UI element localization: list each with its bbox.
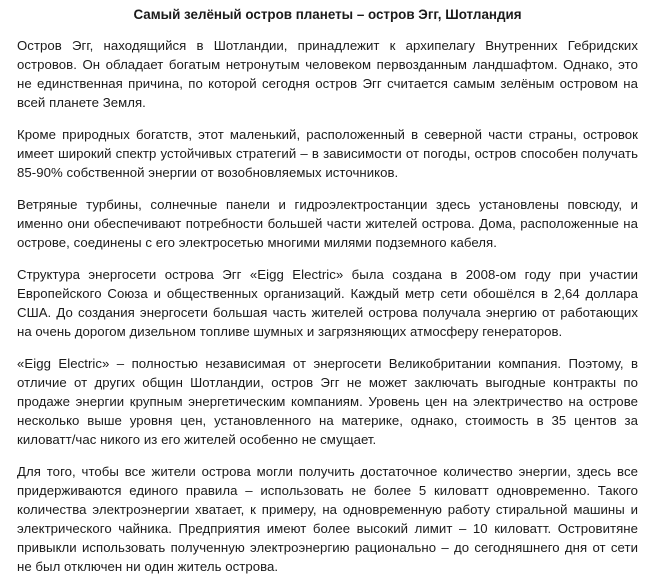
paragraph: Остров Эгг, находящийся в Шотландии, принадлежит к архипелагу Внутренних Гебридских островов. Он обладает богатым нетронутым человеком первозданным ландшафтом. Однако, это не единственная причина, по которой сегодня остров Эгг считается самым зелёным островом на всей планете Земля.: [17, 38, 638, 110]
paragraph: «Eigg Electric» – полностью независимая от энергосети Великобритании компания. Поэтому, в отличие от других общин Шотландии, остров Эгг не может заключать выгодные контракты по продаже энергии крупным энергетическим компаниям. Уровень цен на электричество на острове несколько выше уровня цен, установленного на материке, однако, стоимость в 35 центов за киловатт/час никого из его жителей особенно не смущает.: [17, 356, 638, 447]
paragraph: Для того, чтобы все жители острова могли получить достаточное количество энергии, здесь все придерживаются единого правила – использовать не более 5 киловатт одновременно. Такого количества электроэнергии хватает, к примеру, на одновременную работу стиральной машины и электрического чайника. Предприятия имеют более высокий лимит – 10 киловатт. Островитяне привыкли использовать полученную электроэнергию рационально – до сегодняшнего дня от сети не был отключен ни один житель острова.: [17, 464, 638, 574]
document-title: Самый зелёный остров планеты – остров Эгг, Шотландия: [133, 7, 522, 22]
paragraph: Ветряные турбины, солнечные панели и гидроэлектростанции здесь установлены повсюду, и именно они обеспечивают потребности большей части жителей острова. Дома, расположенные на острове, соединены с его электросетью многими милями подземного кабеля.: [17, 197, 638, 250]
paragraph: Кроме природных богатств, этот маленький, расположенный в северной части страны, островок имеет широкий спектр устойчивых стратегий – в зависимости от погоды, остров способен получать 85-90% собственной энергии от возобновляемых источников.: [17, 127, 638, 180]
paragraph: Структура энергосети острова Эгг «Eigg Electric» была создана в 2008-ом году при участии Европейского Союза и общественных организаций. Каждый метр сети обошёлся в 2,64 доллара США. До создания энергосети большая часть жителей острова получала энергию от работающих на очень дорогом дизельном топливе шумных и загрязняющих атмосферу генераторов.: [17, 267, 638, 339]
